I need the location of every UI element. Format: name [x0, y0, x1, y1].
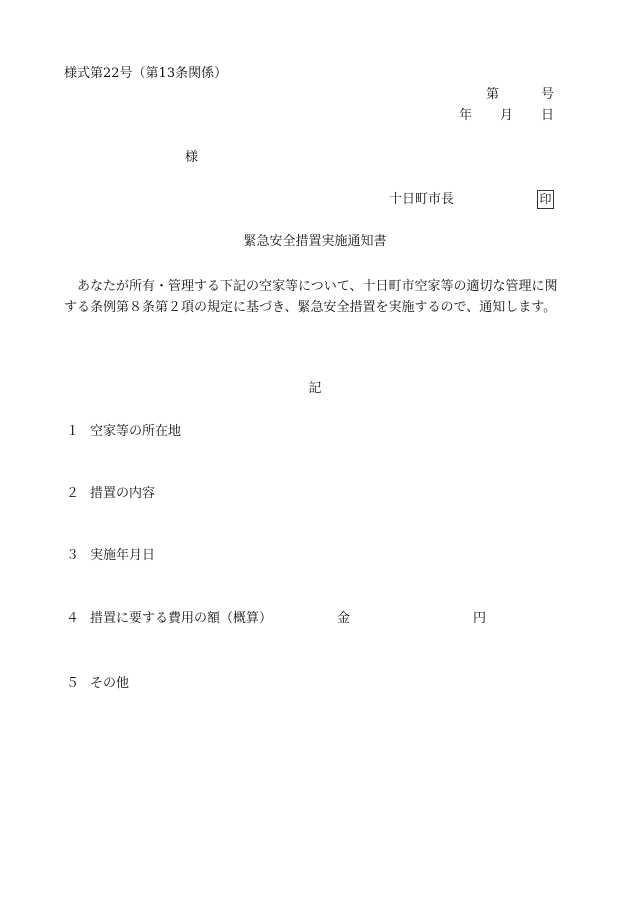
issue-number-suffix: 号	[541, 87, 555, 102]
item-number: ３	[66, 548, 80, 563]
item-number: １	[66, 424, 80, 439]
item-cost	[66, 611, 272, 627]
date-day-label: 日	[541, 108, 555, 123]
item-label: 措置の内容	[90, 486, 156, 501]
recipient-honorific: 様	[185, 150, 199, 165]
sender-title: 十日町市長	[389, 192, 455, 207]
issue-number-prefix: 第	[486, 87, 500, 102]
date-month-label: 月	[500, 108, 514, 123]
item-label: 措置に要する費用の額（概算）	[90, 611, 273, 626]
item-number: ５	[66, 676, 80, 691]
body-paragraph: あなたが所有・管理する下記の空家等について、十日町市空家等の適切な管理に関する条例第８条第２項の規定に基づき、緊急安全措置を実施するので、通知します。	[64, 279, 558, 315]
item-measure-content	[66, 486, 155, 502]
item-label: その他	[90, 676, 130, 691]
seal-mark: 印	[537, 190, 554, 209]
item-implementation-date	[66, 548, 155, 564]
item-other	[66, 676, 129, 692]
cost-en-label: 円	[473, 611, 487, 626]
form-number: 様式第22号（第13条関係）	[64, 66, 228, 81]
item-number: ４	[66, 611, 80, 626]
item-label: 空家等の所在地	[90, 424, 182, 439]
ki-heading: 記	[308, 381, 322, 396]
item-label: 実施年月日	[90, 548, 156, 563]
item-number: ２	[66, 486, 80, 501]
item-location	[66, 424, 181, 440]
document-title: 緊急安全措置実施通知書	[243, 234, 387, 249]
cost-kin-label: 金	[337, 611, 351, 626]
date-year-label: 年	[459, 108, 473, 123]
